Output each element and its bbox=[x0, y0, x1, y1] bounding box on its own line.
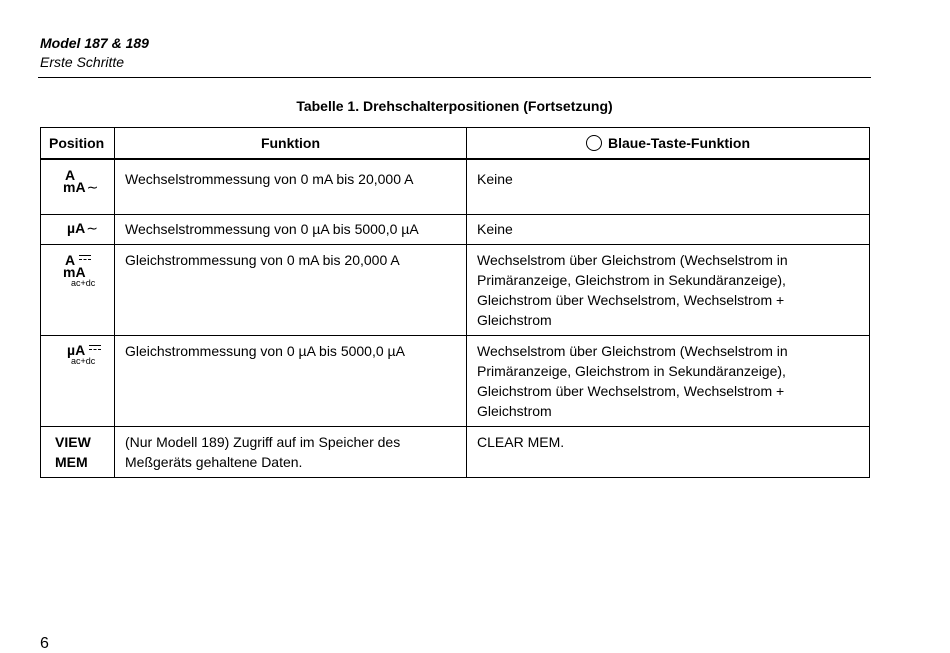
table-row bbox=[41, 244, 870, 335]
dc-icon bbox=[79, 255, 91, 262]
dc-amps-milliamps-symbol bbox=[51, 251, 104, 288]
blue-button-cell: Keine bbox=[467, 214, 870, 244]
function-cell: Wechselstrommessung von 0 µA bis 5000,0 µA bbox=[115, 214, 467, 244]
position-cell bbox=[41, 159, 115, 214]
position-cell bbox=[41, 214, 115, 244]
dc-icon bbox=[89, 345, 101, 352]
symbol-sub: ac+dc bbox=[71, 277, 96, 288]
symbol-sub: ac+dc bbox=[71, 355, 96, 366]
function-cell: Wechselstrommessung von 0 mA bis 20,000 A bbox=[115, 159, 467, 214]
circle-icon bbox=[586, 135, 602, 151]
ac-wave-icon: ∼ bbox=[86, 179, 99, 195]
symbol-line1: µA bbox=[67, 219, 86, 236]
header-blue-label: Blaue-Taste-Funktion bbox=[607, 135, 751, 151]
table-row bbox=[41, 335, 870, 426]
header-position: Position bbox=[41, 128, 115, 160]
symbol-line1: A bbox=[65, 167, 76, 183]
ac-microamps-symbol bbox=[51, 219, 104, 236]
function-cell: (Nur Modell 189) Zugriff auf im Speicher des Meßgeräts gehaltene Daten. bbox=[115, 426, 467, 477]
dc-microamps-symbol bbox=[51, 341, 104, 366]
symbol-line2: mA bbox=[63, 179, 86, 195]
table-row bbox=[41, 214, 870, 244]
header-divider bbox=[38, 77, 871, 78]
position-cell bbox=[41, 244, 115, 335]
table-row bbox=[41, 426, 870, 477]
symbol-line2: mA bbox=[63, 263, 86, 280]
ac-amps-milliamps-symbol bbox=[51, 169, 104, 193]
table-header-row bbox=[41, 128, 870, 160]
view-mem-symbol bbox=[51, 432, 104, 472]
blue-button-cell: Wechselstrom über Gleichstrom (Wechselstrom in Primäranzeige, Gleichstrom in Sekundäranzeige), Gleichstrom über Wechselstrom, Wechselstrom + Gleichstrom bbox=[467, 244, 870, 335]
document-subtitle: Erste Schritte bbox=[40, 54, 125, 70]
function-cell: Gleichstrommessung von 0 mA bis 20,000 A bbox=[115, 244, 467, 335]
symbol-line2: MEM bbox=[55, 453, 88, 470]
blue-button-cell: CLEAR MEM. bbox=[467, 426, 870, 477]
header-blue-button bbox=[467, 128, 870, 160]
header-function: Funktion bbox=[115, 128, 467, 160]
symbol-line1: VIEW bbox=[55, 433, 91, 450]
position-cell bbox=[41, 335, 115, 426]
rotary-switch-table bbox=[40, 127, 870, 478]
table-row bbox=[41, 159, 870, 214]
document-title: Model 187 & 189 bbox=[40, 35, 149, 51]
ac-wave-icon: ∼ bbox=[86, 219, 98, 236]
function-cell: Gleichstrommessung von 0 µA bis 5000,0 µA bbox=[115, 335, 467, 426]
symbol-line1: µA bbox=[67, 341, 86, 358]
symbol-line1: A bbox=[65, 251, 76, 268]
position-cell bbox=[41, 426, 115, 477]
table-caption: Tabelle 1. Drehschalterpositionen (Fortsetzung) bbox=[296, 98, 613, 114]
page-header bbox=[40, 34, 149, 72]
blue-button-cell: Keine bbox=[467, 159, 870, 214]
blue-button-cell: Wechselstrom über Gleichstrom (Wechselstrom in Primäranzeige, Gleichstrom in Sekundäranzeige), Gleichstrom über Wechselstrom, Wechselstrom + Gleichstrom bbox=[467, 335, 870, 426]
page-number: 6 bbox=[40, 635, 49, 652]
